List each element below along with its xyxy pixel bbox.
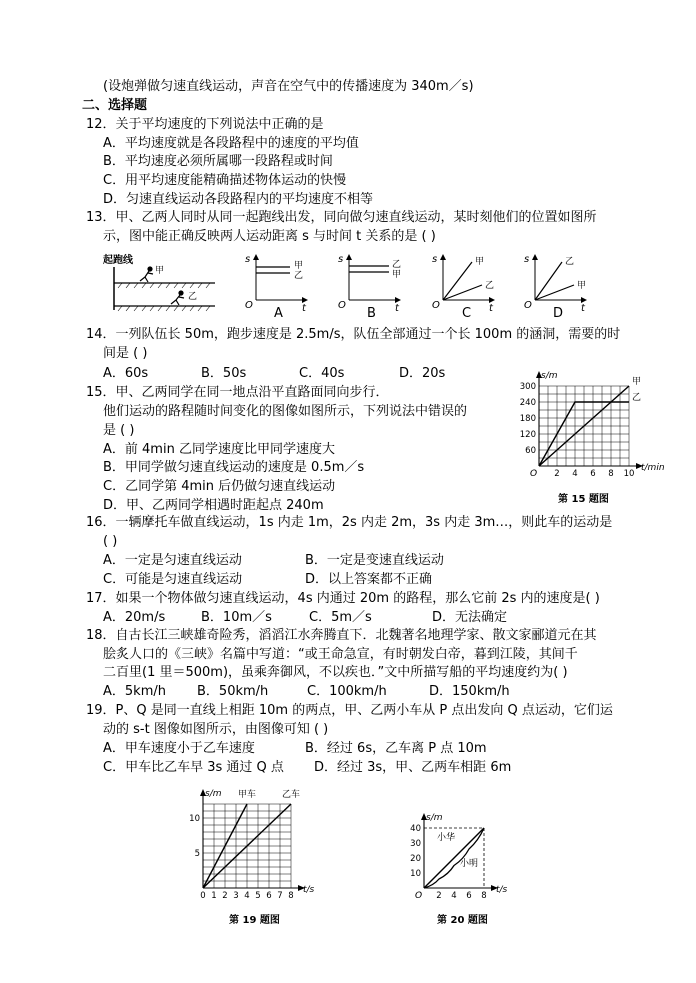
q17-option-b: B．10m／s: [201, 610, 272, 625]
x-tick-label: 6: [466, 891, 472, 901]
series-label-甲车: 甲车: [238, 790, 257, 800]
q16-option-c: C．可能是匀速直线运动: [103, 572, 243, 587]
q19-stem-2: 动的 s-t 图像如图所示，由图像可知 ( ): [103, 722, 329, 737]
q19-option-d: D．经过 3s，甲、乙两车相距 6m: [314, 760, 512, 775]
q12-option-d: D．匀速直线运动各段路程内的平均速度不相等: [103, 192, 374, 207]
svg-text:O: O: [245, 300, 253, 311]
y-tick-label: 60: [525, 446, 536, 456]
q13-start-line-label: 起跑线: [103, 255, 133, 266]
q12-option-b: B．平均速度必须所属哪一段路程或时间: [103, 154, 333, 169]
q19-chart: [185, 782, 325, 907]
q15-stem-1: 15．甲、乙两同学在同一地点沿平直路面同向步行．: [86, 385, 389, 400]
y-tick-label: 10: [410, 869, 421, 879]
q14-stem-2: 间是 ( ): [103, 346, 148, 361]
q13-stem-1: 13．甲、乙两人同时从同一起跑线出发，同向做匀速直线运动，某时刻他们的位置如图所: [86, 210, 597, 225]
q18-option-a: A．5km/h: [103, 684, 166, 699]
series-label-小华: 小华: [437, 833, 456, 843]
q13-letter-b: B: [367, 306, 376, 321]
q16-option-d: D．以上答案都不正确: [305, 572, 433, 587]
svg-text:乙: 乙: [485, 281, 495, 291]
svg-text:t: t: [489, 303, 493, 314]
q18-stem-3: 二百里(1 里＝500m)，虽乘奔御风，不以疾也．”文中所描写船的平均速度约为( ): [103, 665, 568, 680]
y-tick-label: 20: [410, 854, 421, 864]
q18-option-d: D．150km/h: [429, 684, 510, 699]
svg-text:s: s: [338, 254, 344, 265]
x-tick-label: 6: [590, 469, 596, 479]
q18-stem-2: 脍炙人口的《三峡》名篇中写道：“或王命急宣，有时朝发白帝，暮到江陵，其间千: [103, 647, 578, 662]
x-tick-label: 4: [244, 891, 250, 901]
section-title: 二、选择题: [82, 98, 148, 113]
svg-text:乙: 乙: [392, 260, 402, 270]
q14-option-d: D．20s: [399, 366, 446, 381]
svg-text:乙: 乙: [565, 257, 575, 267]
q16-stem-2: ( ): [103, 534, 118, 549]
svg-text:甲: 甲: [294, 261, 304, 271]
q13-graph-a: [243, 252, 313, 312]
q17-stem: 17．如果一个物体做匀速直线运动，4s 内通过 20m 的路程，那么它前 2s 内的速度是( ): [86, 591, 600, 606]
q15-stem-2: 他们运动的路程随时间变化的图像如图所示，下列说法中错误的: [103, 404, 468, 419]
q15-caption: 第 15 题图: [558, 494, 609, 505]
x-tick-label: 8: [481, 891, 487, 901]
x-tick-label: 10: [623, 469, 635, 479]
y-tick-label: 30: [410, 839, 421, 849]
series-label-乙车: 乙车: [282, 790, 301, 800]
y-tick-label: 300: [519, 382, 536, 392]
q12-stem: 12．关于平均速度的下列说法中正确的是: [86, 117, 324, 132]
intro-line: (设炮弹做匀速直线运动，声音在空气中的传播速度为 340m／s): [103, 79, 474, 94]
q19-option-c: C．甲车比乙车早 3s 通过 Q 点: [103, 760, 284, 775]
svg-text:t: t: [395, 303, 399, 314]
q12-option-c: C．用平均速度能精确描述物体运动的快慢: [103, 173, 347, 188]
q13-graph-b: [336, 252, 408, 312]
x-axis-label: t/min: [641, 463, 665, 473]
x-tick-label: 6: [266, 891, 272, 901]
x-axis-label: t/s: [303, 885, 315, 895]
svg-text:甲: 甲: [475, 257, 485, 267]
svg-text:甲: 甲: [577, 281, 587, 291]
q13-jia-label: 甲: [155, 266, 165, 276]
svg-text:s: s: [245, 254, 251, 265]
svg-text:甲: 甲: [392, 270, 402, 280]
q13-yi-label: 乙: [188, 292, 198, 302]
q17-option-d: D．无法确定: [432, 610, 508, 625]
x-tick-label: 2: [222, 891, 228, 901]
q13-graph-d: [522, 252, 594, 312]
q18-stem-1: 18．自古长江三峡雄奇险秀，滔滔江水奔腾直下．北魏著名地理学家、散文家郦道元在其: [86, 628, 597, 643]
q14-option-a: A．60s: [103, 366, 149, 381]
y-axis-label: s/m: [205, 789, 222, 799]
q16-stem-1: 16．一辆摩托车做直线运动，1s 内走 1m，2s 内走 2m，3s 内走 3m…，则此车的运动是: [86, 515, 613, 530]
q18-option-c: C．100km/h: [307, 684, 387, 699]
q15-option-d: D．甲、乙两同学相遇时距起点 240m: [103, 498, 324, 513]
x-tick-label: 4: [451, 891, 457, 901]
q16-option-b: B．一定是变速直线运动: [305, 553, 444, 568]
x-tick-label: 1: [211, 891, 217, 901]
x-tick-label: 2: [554, 469, 560, 479]
x-tick-label: 2: [436, 891, 442, 901]
x-tick-label: 7: [277, 891, 283, 901]
y-tick-label: 240: [519, 398, 536, 408]
q13-letter-c: C: [462, 306, 472, 321]
q16-option-a: A．一定是匀速直线运动: [103, 553, 242, 568]
q15-option-b: B．甲同学做匀速直线运动的速度是 0.5m／s: [103, 460, 365, 475]
y-tick-label: 40: [410, 824, 421, 834]
x-tick-label: 5: [255, 891, 261, 901]
origin-label: O: [415, 891, 423, 901]
y-tick-label: 5: [194, 849, 200, 859]
q20-chart: [400, 800, 510, 908]
x-tick-label: 0: [200, 891, 206, 901]
q13-stem-2: 示，图中能正确反映两人运动距离 s 与时间 t 关系的是 ( ): [103, 229, 436, 244]
q13-start-line-figure: [100, 252, 220, 312]
q15-stem-3: 是 ( ): [103, 423, 135, 438]
q18-option-b: B．50km/h: [197, 684, 269, 699]
svg-text:O: O: [338, 300, 346, 311]
svg-text:乙: 乙: [294, 271, 304, 281]
y-axis-label: s/m: [426, 813, 443, 823]
q12-option-a: A．平均速度就是各段路程中的速度的平均值: [103, 136, 359, 151]
runner-jia-icon: [140, 267, 153, 282]
y-axis-label: s/m: [541, 371, 558, 381]
q17-option-c: C．5m／s: [309, 610, 372, 625]
y-tick-label: 10: [189, 814, 200, 824]
q20-caption: 第 20 题图: [437, 915, 488, 926]
x-axis-label: t/s: [496, 885, 508, 895]
q14-stem-1: 14．一列队伍长 50m，跑步速度是 2.5m/s，队伍全部通过一个长 100m 的涵洞，需要的时: [86, 327, 621, 342]
series-label-甲: 甲: [632, 377, 642, 387]
svg-text:s: s: [524, 254, 530, 265]
svg-text:O: O: [432, 300, 440, 311]
y-tick-label: 120: [519, 430, 536, 440]
q17-option-a: A．20m/s: [103, 610, 166, 625]
x-tick-label: 4: [572, 469, 578, 479]
q14-option-b: B．50s: [201, 366, 247, 381]
q19-stem-1: 19．P、Q 是同一直线上相距 10m 的两点，甲、乙两小车从 P 点出发向 Q 点运动，它们运: [86, 703, 613, 718]
q19-option-a: A．甲车速度小于乙车速度: [103, 741, 255, 756]
svg-text:t: t: [302, 303, 306, 314]
q13-letter-a: A: [274, 306, 283, 321]
q19-caption: 第 19 题图: [229, 915, 280, 926]
series-label-乙: 乙: [632, 393, 642, 403]
x-tick-label: 8: [608, 469, 614, 479]
q19-option-b: B．经过 6s，乙车离 P 点 10m: [305, 741, 487, 756]
svg-text:t: t: [581, 303, 585, 314]
y-tick-label: 180: [519, 414, 536, 424]
q15-option-a: A．前 4min 乙同学速度比甲同学速度大: [103, 442, 335, 457]
q14-option-c: C．40s: [299, 366, 345, 381]
q13-letter-d: D: [553, 306, 564, 321]
q13-graph-c: [430, 252, 502, 312]
q15-option-c: C．乙同学第 4min 后仍做匀速直线运动: [103, 479, 336, 494]
runner-yi-icon: [171, 291, 184, 305]
series-label-小明: 小明: [460, 859, 479, 869]
origin-label: O: [530, 469, 538, 479]
x-tick-label: 3: [233, 891, 239, 901]
svg-text:s: s: [432, 254, 438, 265]
q15-chart: [515, 372, 665, 487]
svg-text:O: O: [524, 300, 532, 311]
x-tick-label: 8: [288, 891, 294, 901]
